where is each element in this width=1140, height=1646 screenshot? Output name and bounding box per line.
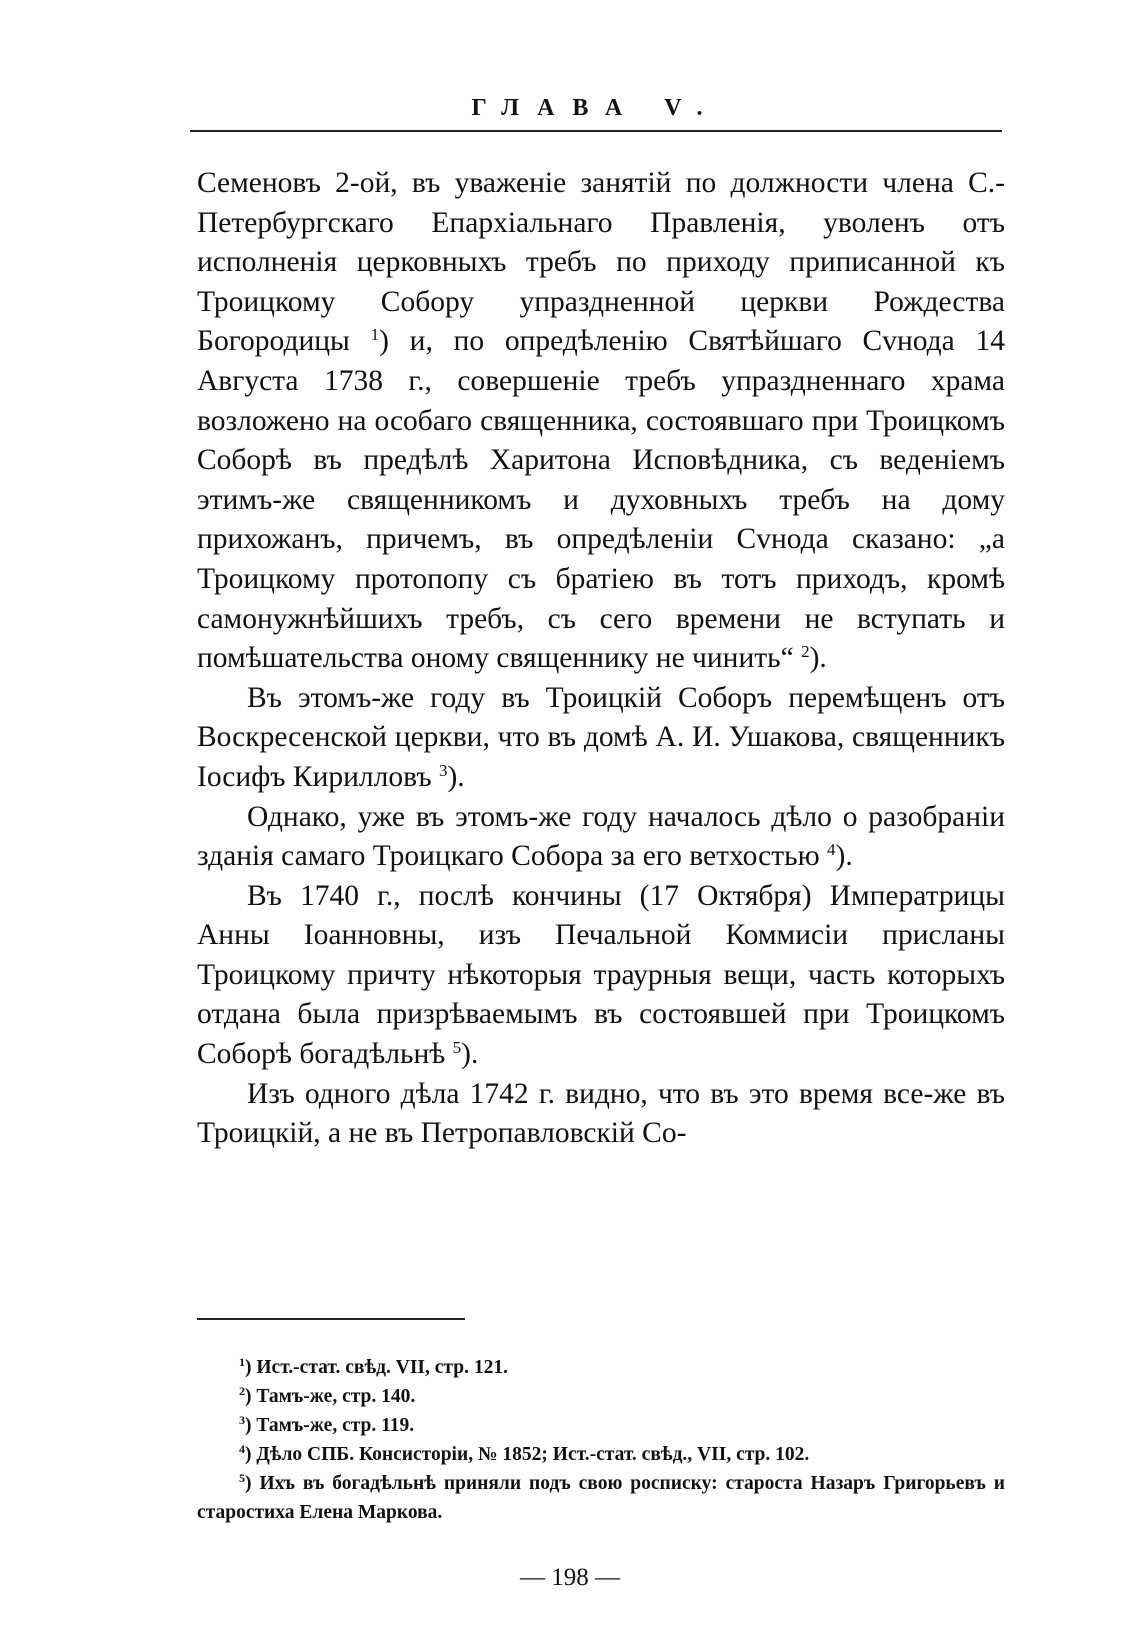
body-text xyxy=(197,164,1005,1154)
header-rule xyxy=(190,130,1002,132)
footnote xyxy=(197,1469,1005,1527)
footnote xyxy=(197,1440,1005,1469)
chapter-header: ГЛАВА V. xyxy=(471,95,721,121)
footnote-marker: 2 xyxy=(801,641,810,661)
footnote-number: 4 xyxy=(239,1441,245,1456)
footnote-marker: 4 xyxy=(827,839,836,859)
paragraph xyxy=(197,164,1005,679)
paragraph xyxy=(197,679,1005,798)
paragraph-text: ). xyxy=(809,642,827,675)
paragraph-text: Однако, уже въ этомъ-же году началось дѣло о разобраніи зданія самаго Троицкаго Собора за его ветхостью xyxy=(197,800,1005,873)
paragraph-text: Въ 1740 г., послѣ кончины (17 Октября) Императрицы Анны Іоанновны, изъ Печальной Коммисіи присланы Троицкому причту нѣкоторыя траурныя вещи, часть которыхъ отдана была призрѣваемымъ въ состоявшей при Троицкомъ Соборѣ богадѣльнѣ xyxy=(197,879,1005,1071)
footnote-marker: 5 xyxy=(452,1037,462,1057)
footnote-text: ) Тамъ-же, стр. 140. xyxy=(245,1386,416,1407)
footnote xyxy=(197,1411,1005,1440)
footnote-number: 5 xyxy=(239,1470,245,1485)
paragraph xyxy=(197,1075,1005,1154)
page-number: — 198 — xyxy=(520,1564,620,1591)
footnote-text: ) Тамъ-же, стр. 119. xyxy=(245,1415,415,1436)
footnote-text: ) Дѣло СПБ. Консисторіи, № 1852; Ист.-стат. свѣд., VII, стр. 102. xyxy=(245,1444,810,1465)
paragraph-text: Въ этомъ-же году въ Троицкій Соборъ перемѣщенъ отъ Воскресенской церкви, что въ домѣ А. И. Ушакова, священникъ Іосифъ Кирилловъ xyxy=(197,681,1005,793)
paragraph-text: ). xyxy=(461,1038,479,1071)
footnote-text: ) Ист.-стат. свѣд. VII, стр. 121. xyxy=(245,1357,508,1378)
paragraph-text: ). xyxy=(447,760,465,793)
footnote-number: 2 xyxy=(239,1383,245,1398)
footnote-number: 3 xyxy=(239,1412,245,1427)
paragraph xyxy=(197,877,1005,1075)
paragraph-text: ) и, по опредѣленію Святѣйшаго Сvнода 14 Августа 1738 г., совершеніе требъ упраздненнаго храма возложено на особаго священника, состоявшаго при Троицкомъ Соборѣ въ предѣлѣ Харитона Исповѣдника, съ веденіемъ этимъ-же священникомъ и духовныхъ требъ на дому прихожанъ, причемъ, въ опредѣленіи Сvнода сказано: „а Троицкому протопопу съ братіею въ тотъ приходъ, кромѣ самонужнѣйшихъ требъ, съ сего времени не вступать и помѣшательства оному священнику не чинить“ xyxy=(197,325,1005,675)
footnote-rule xyxy=(197,1318,465,1320)
footnote-marker: 1 xyxy=(370,325,380,345)
footnote-number: 1 xyxy=(239,1354,245,1369)
footnotes xyxy=(197,1353,1005,1527)
paragraph-text: Изъ одного дѣла 1742 г. видно, что въ это время все-же въ Троицкій, а не въ Петропавловскій Со- xyxy=(197,1077,1005,1150)
paragraph-text: Семеновъ 2-ой, въ уваженіе занятій по должности члена С.-Петербургскаго Епархіальнаго Правленія, уволенъ отъ исполненія церковныхъ требъ по приходу приписанной къ Троицкому Собору упраздненной церкви Рождества Богородицы xyxy=(197,167,1005,358)
footnote xyxy=(197,1353,1005,1382)
paragraph xyxy=(197,798,1005,877)
paragraph-text: ). xyxy=(835,840,853,873)
footnote-marker: 3 xyxy=(438,760,448,780)
footnote xyxy=(197,1382,1005,1411)
footnote-text: ) Ихъ въ богадѣльнѣ приняли подъ свою росписку: староста Назаръ Григорьевъ и старостиха Елена Маркова. xyxy=(197,1473,1005,1523)
